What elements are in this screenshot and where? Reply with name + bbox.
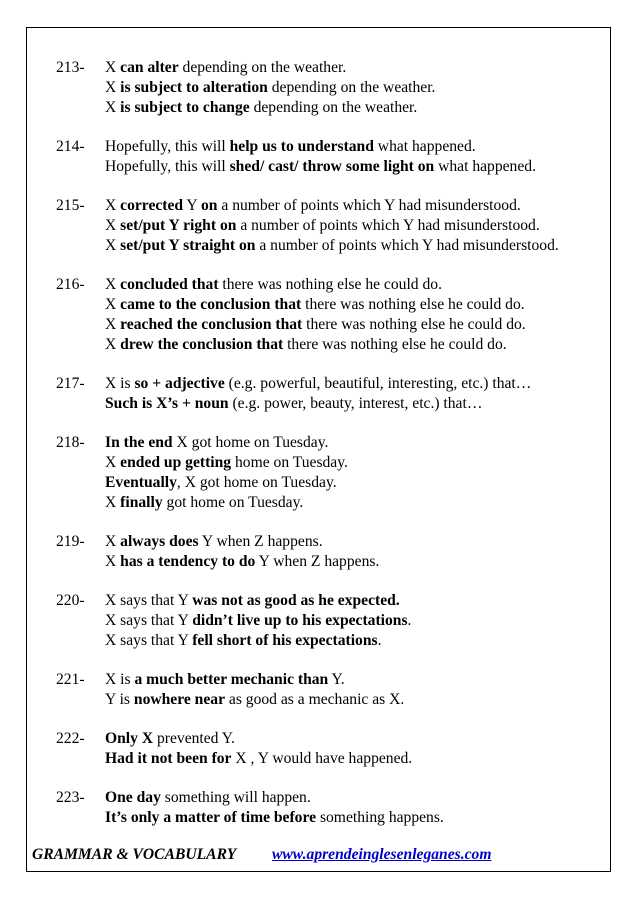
entry-lines [105,137,616,177]
example-sentence [105,58,616,78]
entry-lines [105,374,616,414]
sentence-text: X says that Y [105,592,193,609]
sentence-text: X is [105,375,135,392]
sentence-text: prevented Y. [153,730,235,747]
sentence-text: (e.g. power, beauty, interest, etc.) that… [228,395,483,412]
key-phrase: can alter [120,59,179,76]
key-phrase: Eventually [105,474,177,491]
key-phrase: is subject to alteration [120,79,268,96]
example-sentence [105,374,616,394]
key-phrase: Only X [105,730,154,747]
sentence-text: X is [105,671,135,688]
entry-lines [105,729,616,769]
example-sentence [105,473,616,493]
key-phrase: corrected [120,197,184,214]
sentence-text: X [105,336,121,353]
sentence-text: X [105,533,121,550]
key-phrase: didn’t live up to his expectations [192,612,408,629]
sentence-text: something will happen. [160,789,311,806]
phrase-entry [56,196,616,256]
example-sentence [105,552,616,572]
page-footer [32,846,592,866]
example-sentence [105,611,616,631]
sentence-text: there was nothing else he could do. [302,316,526,333]
entry-number: 216- [56,276,85,293]
phrase-entry [56,729,616,769]
example-sentence [105,808,616,828]
sentence-text: X [105,99,121,116]
sentence-text: Y when Z happens. [255,553,380,570]
key-phrase: help us to understand [229,138,374,155]
key-phrase: drew the conclusion that [120,336,284,353]
sentence-text: depending on the weather. [249,99,418,116]
key-phrase: fell short of his expectations [192,632,378,649]
key-phrase: finally [120,494,163,511]
sentence-text: as good as a mechanic as X. [225,691,405,708]
key-phrase: was not as good as he expected. [192,592,400,609]
example-sentence [105,157,616,177]
example-sentence [105,532,616,552]
key-phrase: set/put Y right on [120,217,237,234]
phrase-entry [56,591,616,651]
key-phrase: In the end [105,434,173,451]
entry-number: 214- [56,138,85,155]
entry-number: 218- [56,434,85,451]
footer-website-link[interactable]: www.aprendeinglesenleganes.com [272,846,492,863]
sentence-text: X [105,197,121,214]
example-sentence [105,137,616,157]
sentence-text: X [105,59,121,76]
sentence-text: X says that Y [105,632,193,649]
example-sentence [105,236,616,256]
sentence-text: Y. [328,671,345,688]
sentence-text: X , Y would have happened. [231,750,413,767]
key-phrase: so + adjective [134,375,225,392]
example-sentence [105,433,616,453]
sentence-text: depending on the weather. [267,79,436,96]
entry-lines [105,788,616,828]
example-sentence [105,394,616,414]
sentence-text: X got home on Tuesday. [172,434,329,451]
example-sentence [105,631,616,651]
phrase-list [56,58,616,847]
sentence-text: depending on the weather. [178,59,347,76]
sentence-text: Y when Z happens. [198,533,323,550]
key-phrase: came to the conclusion that [120,296,302,313]
key-phrase: concluded that [120,276,219,293]
sentence-text: something happens. [316,809,444,826]
sentence-text: , X got home on Tuesday. [176,474,337,491]
sentence-text: what happened. [434,158,536,175]
entry-number: 222- [56,730,85,747]
sentence-text: X [105,454,121,471]
entry-number: 221- [56,671,85,688]
entry-lines [105,532,616,572]
entry-number: 220- [56,592,85,609]
sentence-text: Hopefully, this will [105,158,230,175]
entry-lines [105,591,616,651]
example-sentence [105,335,616,355]
phrase-entry [56,137,616,177]
sentence-text: there was nothing else he could do. [301,296,525,313]
sentence-text: X [105,276,121,293]
example-sentence [105,591,616,611]
sentence-text: there was nothing else he could do. [218,276,442,293]
sentence-text: X says that Y [105,612,193,629]
sentence-text: X [105,553,121,570]
sentence-text: Y [183,197,201,214]
entry-lines [105,275,616,355]
entry-lines [105,58,616,118]
entry-number: 217- [56,375,85,392]
sentence-text: X [105,316,121,333]
entry-number: 213- [56,59,85,76]
example-sentence [105,453,616,473]
phrase-entry [56,532,616,572]
key-phrase: Had it not been for [105,750,232,767]
example-sentence [105,493,616,513]
sentence-text: Hopefully, this will [105,138,230,155]
sentence-text: . [407,612,412,629]
example-sentence [105,98,616,118]
example-sentence [105,670,616,690]
sentence-text: (e.g. powerful, beautiful, interesting, etc.) that… [224,375,532,392]
phrase-entry [56,788,616,828]
key-phrase: reached the conclusion that [120,316,303,333]
phrase-entry [56,275,616,355]
entry-lines [105,433,616,513]
sentence-text: X [105,237,121,254]
key-phrase: is subject to change [120,99,250,116]
entry-number: 223- [56,789,85,806]
phrase-entry [56,374,616,414]
key-phrase: One day [105,789,161,806]
sentence-text: what happened. [373,138,476,155]
example-sentence [105,729,616,749]
sentence-text: Y is [105,691,134,708]
example-sentence [105,216,616,236]
entry-number: 215- [56,197,85,214]
sentence-text: got home on Tuesday. [162,494,304,511]
example-sentence [105,295,616,315]
key-phrase: always does [120,533,199,550]
key-phrase: ended up getting [120,454,232,471]
key-phrase: Such is X’s + noun [105,395,229,412]
sentence-text: there was nothing else he could do. [283,336,507,353]
key-phrase: a much better mechanic than [134,671,329,688]
key-phrase: set/put Y straight on [120,237,256,254]
key-phrase: shed/ cast/ throw some light on [229,158,435,175]
example-sentence [105,690,616,710]
phrase-entry [56,58,616,118]
entry-lines [105,670,616,710]
sentence-text: X [105,79,121,96]
phrase-entry [56,433,616,513]
example-sentence [105,315,616,335]
sentence-text: X [105,494,121,511]
sentence-text: a number of points which Y had misunderstood. [217,197,521,214]
example-sentence [105,788,616,808]
footer-section-title: GRAMMAR & VOCABULARY [32,846,237,863]
example-sentence [105,196,616,216]
example-sentence [105,78,616,98]
entry-number: 219- [56,533,85,550]
key-phrase: on [201,197,218,214]
sentence-text: X [105,217,121,234]
sentence-text: a number of points which Y had misunderstood. [236,217,540,234]
key-phrase: It’s only a matter of time before [105,809,317,826]
key-phrase: nowhere near [133,691,225,708]
example-sentence [105,749,616,769]
sentence-text: a number of points which Y had misunderstood. [255,237,559,254]
sentence-text: home on Tuesday. [231,454,348,471]
key-phrase: has a tendency to do [120,553,256,570]
entry-lines [105,196,616,256]
sentence-text: . [377,632,382,649]
sentence-text: X [105,296,121,313]
example-sentence [105,275,616,295]
phrase-entry [56,670,616,710]
